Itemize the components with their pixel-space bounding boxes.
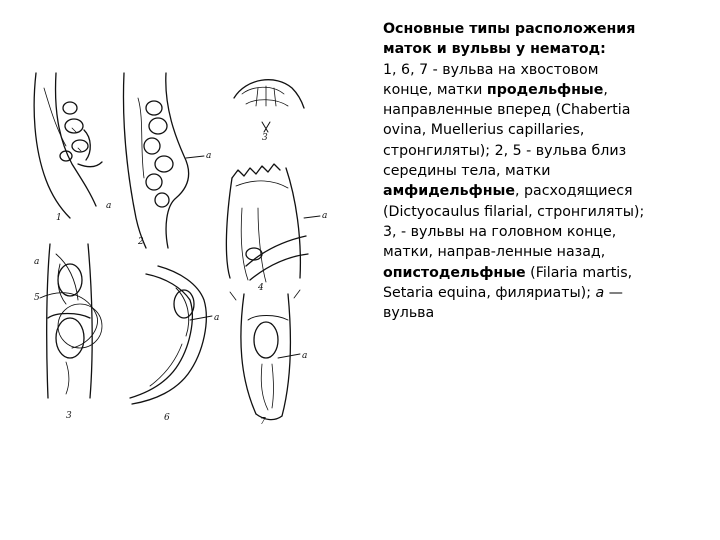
label-7: 7	[260, 417, 266, 427]
caption-text-5: — вульва	[383, 284, 623, 322]
nematode-figure	[26, 68, 338, 430]
nematode-drawings	[26, 68, 338, 430]
panel-7	[230, 290, 300, 420]
caption	[383, 19, 645, 323]
label-1: 1	[56, 213, 62, 223]
label-a-5: а	[214, 313, 220, 323]
caption-text-4: (Filaria martis, Setaria equina, филяриаты);	[383, 264, 633, 301]
label-6: 6	[164, 413, 170, 423]
caption-text-3: , расходящиеся (Dictyocaulus filarial, стронгиляты); 3, - вульвы на головном конце, матки, направ-ленные назад,	[383, 183, 645, 261]
caption-text-1: 1, 6, 7 - вульва на хвостовом конце, матки	[383, 61, 599, 98]
caption-title: Основные типы расположения маток и вульвы у нематод:	[383, 21, 636, 58]
panel-5	[40, 244, 102, 398]
panel-3	[234, 80, 304, 132]
label-a-2: а	[206, 151, 212, 161]
label-2: 2	[138, 237, 144, 247]
label-4: 4	[258, 283, 264, 293]
panel-6	[130, 266, 212, 404]
label-3-bottom: 3	[66, 411, 72, 421]
panel-1	[34, 73, 102, 218]
label-a-1: а	[106, 201, 112, 211]
caption-term-amphidelphic: амфидельфные	[383, 183, 515, 200]
label-a-6: а	[302, 351, 308, 361]
caption-term-opisthodelphic: опистодельфные	[383, 264, 526, 281]
caption-vulva-letter: а	[595, 284, 605, 301]
caption-term-prodelphic: продельфные	[486, 81, 604, 98]
caption-text-2: , направленные вперед (Chabertia ovina, Muellerius capillaries, стронгиляты); 2, 5 - вульва близ середины тела, матки	[383, 81, 631, 180]
label-a-3: а	[322, 211, 328, 221]
caption-body	[383, 60, 645, 324]
label-a-4: а	[34, 257, 40, 267]
panel-4	[226, 164, 320, 282]
panel-2	[124, 73, 205, 248]
label-3-top: 3	[262, 133, 268, 143]
label-5: 5	[34, 293, 40, 303]
